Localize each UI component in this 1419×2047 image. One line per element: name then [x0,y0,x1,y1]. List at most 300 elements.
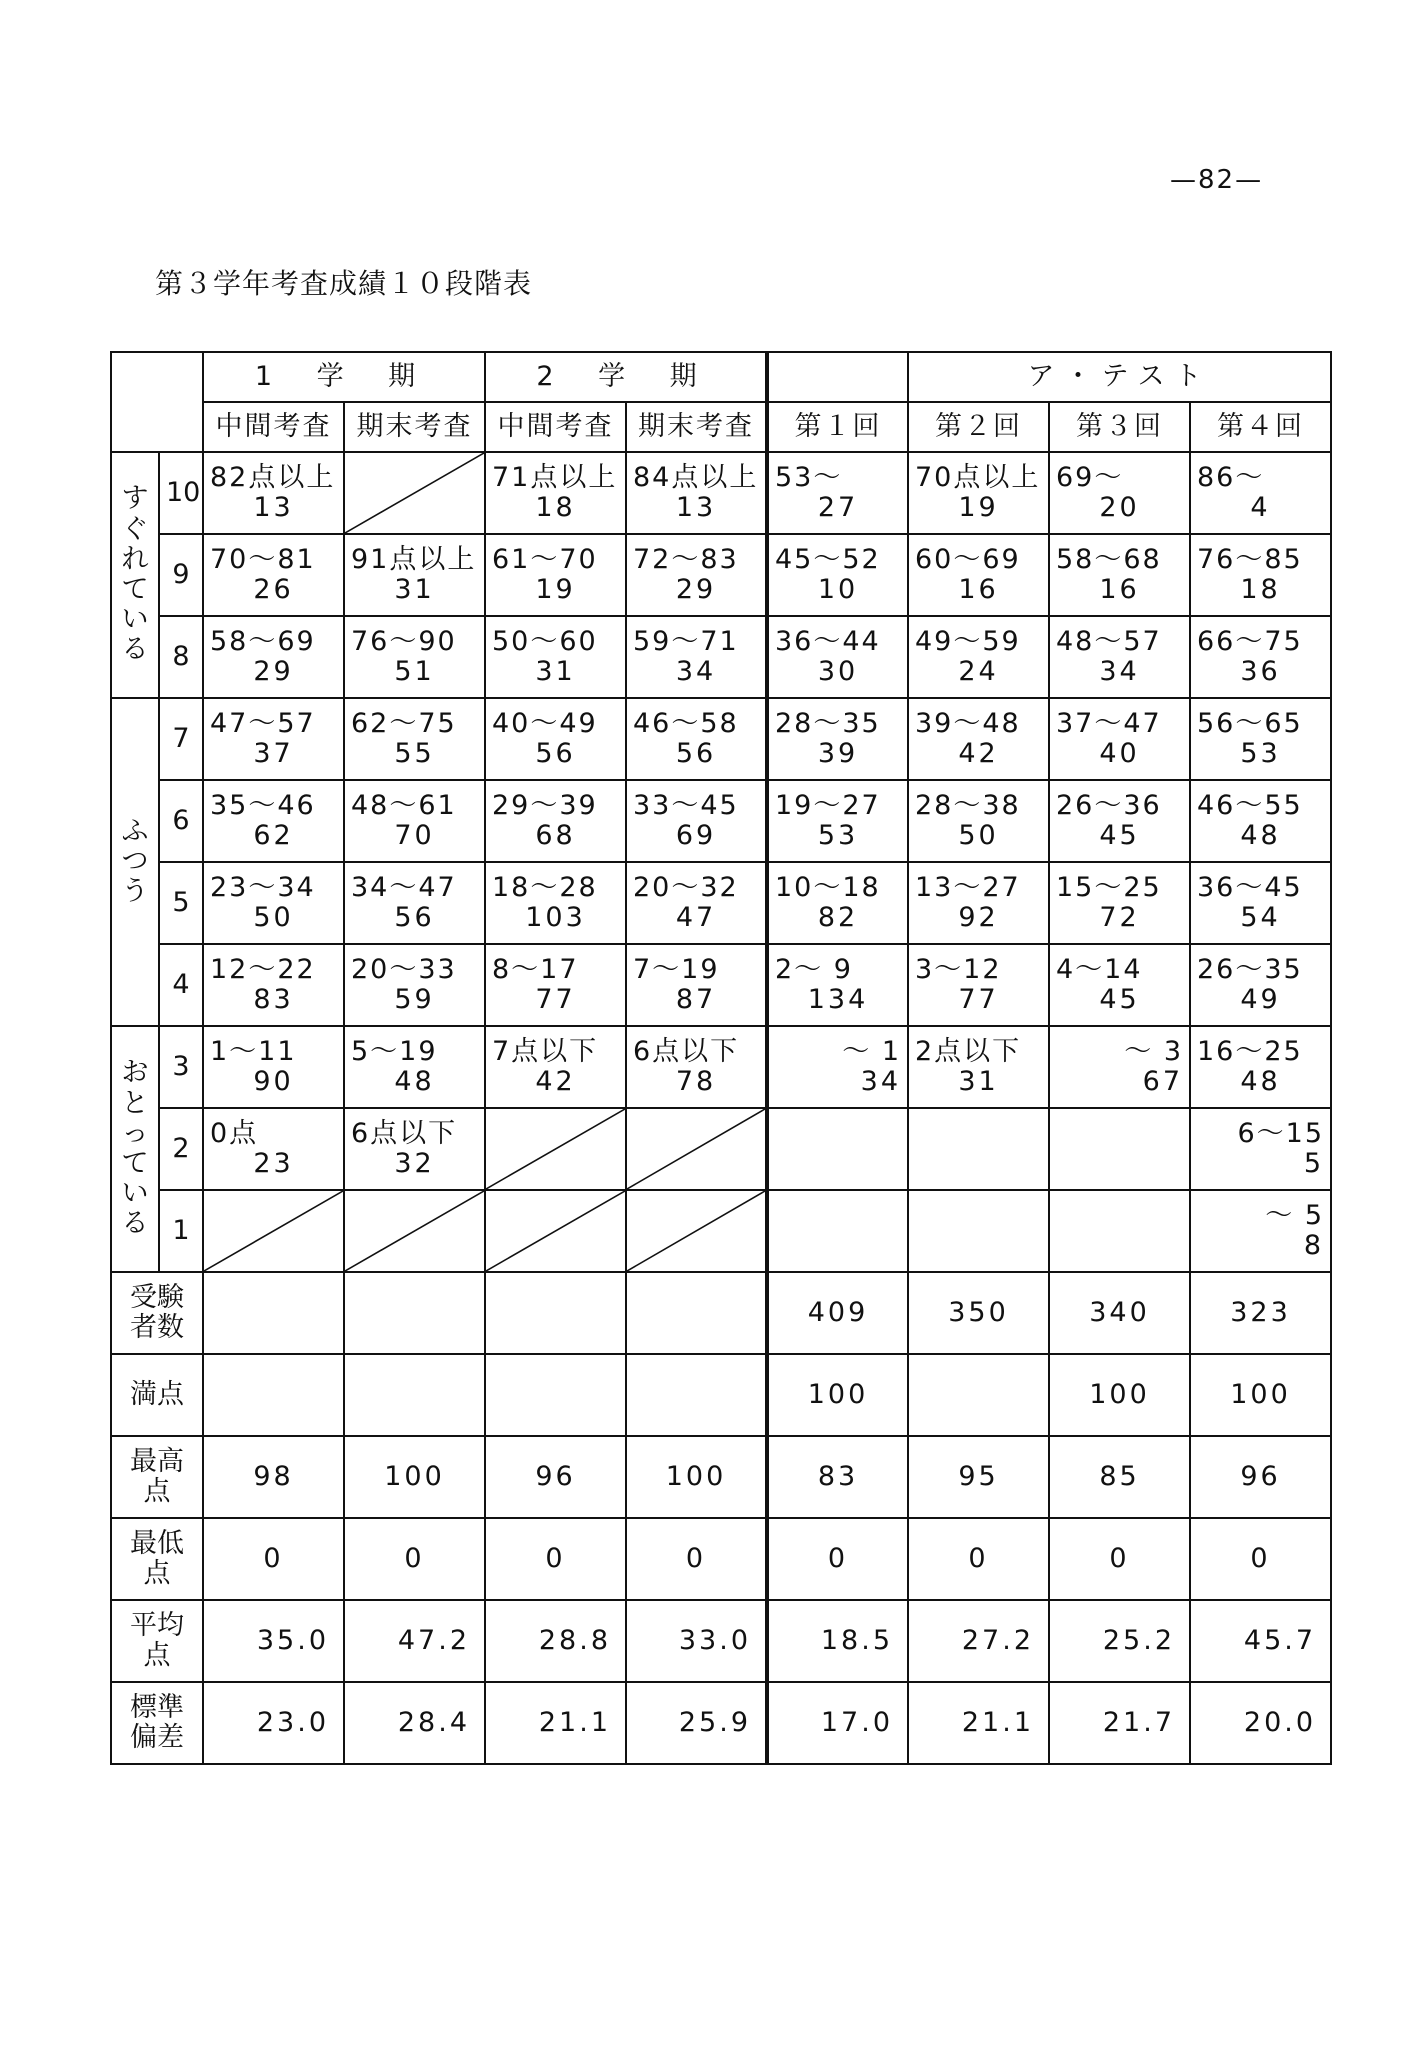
student-count: 31 [394,574,435,605]
grade-distribution-table [110,351,1325,1753]
student-count: 18 [1240,574,1281,605]
stat-value: 25.2 [1049,1600,1190,1682]
score-range-cell [1190,862,1331,944]
score-range: 40〜49 [492,707,598,739]
student-count: 27 [817,492,859,523]
score-range-cell [1190,1026,1331,1108]
score-range: 69〜 [1056,461,1124,493]
student-count: 50 [253,902,294,933]
stat-value: 100 [1190,1354,1331,1436]
stat-label-line: 最高 [130,1445,184,1477]
student-count: 31 [958,1066,999,1097]
score-range-cell [1049,534,1190,616]
empty-slashed-cell [485,1108,626,1190]
stat-label-line: 標準 [130,1691,184,1723]
score-range: 45〜52 [775,543,881,575]
stat-label-line: 者数 [130,1312,184,1343]
stat-value: 0 [626,1518,767,1600]
score-range-cell [767,862,908,944]
band-label-char: う [121,876,149,908]
score-range: 66〜75 [1197,625,1303,657]
score-range-cell [626,616,767,698]
score-range-cell [344,534,485,616]
stat-value: 100 [344,1436,485,1518]
score-range-cell [485,862,626,944]
stat-value: 85 [1049,1436,1190,1518]
document-title: 第３学年考査成績１０段階表 [155,267,533,300]
score-range-cell [626,534,767,616]
student-count: 53 [1240,738,1281,769]
student-count: 13 [675,492,717,523]
band-label-char: れ [121,543,149,575]
student-count: 53 [817,820,859,851]
score-range-cell [626,944,767,1026]
stat-value [485,1354,626,1436]
score-range: 2〜 9 [775,953,853,985]
stat-value: 409 [767,1272,908,1354]
score-range: 48〜61 [351,789,457,821]
score-range: 2点以下 [915,1035,1022,1067]
student-count: 40 [1099,738,1140,769]
score-range-cell [626,698,767,780]
stat-label-line: 満点 [130,1378,184,1410]
score-range: 71点以上 [492,461,618,493]
score-range-cell [344,1108,485,1190]
band-label [111,452,159,698]
student-count: 20 [1099,492,1140,523]
level-number: 10 [159,452,203,534]
stat-value: 45.7 [1190,1600,1331,1682]
band-label-char: て [121,1148,149,1179]
score-range: 33〜45 [633,789,739,821]
student-count: 10 [817,574,859,605]
stat-value: 27.2 [908,1600,1049,1682]
score-range: 5〜19 [351,1035,438,1067]
stat-label [111,1436,203,1518]
slash-line [204,1191,343,1271]
score-range: 6点以下 [633,1035,740,1067]
band-label-char: と [121,1087,149,1119]
score-range-cell [1049,452,1190,534]
stat-value: 83 [767,1436,908,1518]
student-count: 18 [535,492,576,523]
score-range: 6点以下 [351,1117,458,1149]
score-range: 0点 [210,1117,259,1149]
student-count: 26 [253,574,294,605]
score-range: 28〜38 [915,789,1021,821]
score-range: 〜 1 [842,1035,901,1067]
student-count: 62 [253,820,294,851]
student-count: 68 [535,820,576,851]
score-range: 26〜35 [1197,953,1303,985]
student-count: 5 [1303,1148,1325,1179]
student-count: 48 [1240,820,1281,851]
score-range: 36〜45 [1197,871,1303,903]
score-range: 46〜58 [633,707,739,739]
score-range-cell [1190,616,1331,698]
stat-label-line: 点 [143,1640,171,1671]
col-header-test-4: 第４回 [1190,402,1331,452]
stat-value: 0 [485,1518,626,1600]
level-number: 3 [159,1026,203,1108]
score-range: 20〜32 [633,871,739,903]
score-range-cell [1190,1108,1331,1190]
score-range-cell [203,1026,344,1108]
score-range-cell [767,1108,908,1190]
score-range-cell [1049,1108,1190,1190]
score-range-cell [344,616,485,698]
diagonal-slash [345,453,484,533]
score-range: 36〜44 [775,625,881,657]
corner-cell [111,352,203,452]
stat-value [344,1272,485,1354]
score-range: 10〜18 [775,871,881,903]
score-range: 72〜83 [633,543,739,575]
student-count: 23 [253,1148,294,1179]
score-range-cell [908,698,1049,780]
level-number: 7 [159,698,203,780]
band-label-char: い [121,1178,149,1210]
stat-value: 21.7 [1049,1682,1190,1764]
student-count: 45 [1099,820,1140,851]
stat-value: 28.8 [485,1600,626,1682]
score-range: 19〜27 [775,789,881,821]
band-label-char: る [121,634,149,666]
score-range-cell [767,944,908,1026]
score-range-cell [1190,698,1331,780]
stat-value [908,1354,1049,1436]
stat-value: 47.2 [344,1600,485,1682]
stat-label-line: 最低 [130,1527,184,1559]
score-range-cell [344,698,485,780]
score-range-cell [203,862,344,944]
band-label-char: っ [121,1117,149,1149]
stat-value [203,1272,344,1354]
score-range-cell [203,1108,344,1190]
term1-header: 1 学 期 [203,352,485,402]
stat-value: 28.4 [344,1682,485,1764]
score-range-cell [767,780,908,862]
score-range-cell [767,1026,908,1108]
atest-header-blank [767,352,908,402]
student-count: 16 [958,574,999,605]
page-number: —82— [1170,165,1264,195]
col-header-midterm-2: 中間考査 [485,402,626,452]
band-label-char: ふ [121,815,149,847]
score-range: 35〜46 [210,789,316,821]
score-range: 46〜55 [1197,789,1303,821]
student-count: 70 [394,820,435,851]
score-range: 7〜19 [633,953,720,985]
stat-value: 21.1 [908,1682,1049,1764]
score-range-cell [626,1026,767,1108]
student-count: 34 [1099,656,1140,687]
score-range-cell [1049,862,1190,944]
band-label [111,1026,159,1272]
student-count: 34 [675,656,717,687]
student-count: 34 [860,1066,901,1097]
diagonal-slash [345,1191,484,1271]
empty-slashed-cell [626,1190,767,1272]
student-count: 103 [525,902,586,933]
score-range-cell [485,452,626,534]
stat-label-line: 点 [143,1476,171,1507]
slash-line [627,1191,765,1271]
stat-value: 95 [908,1436,1049,1518]
score-range-cell [908,780,1049,862]
term2-header: 2 学 期 [485,352,767,402]
stat-value [203,1354,344,1436]
stat-value: 340 [1049,1272,1190,1354]
score-range-cell [485,534,626,616]
stat-value: 0 [1049,1518,1190,1600]
score-range-cell [626,862,767,944]
band-label-char: て [121,574,149,605]
score-range-cell [1049,698,1190,780]
score-range-cell [1190,1190,1331,1272]
score-range: 58〜68 [1056,543,1162,575]
score-range: 86〜 [1197,461,1265,493]
student-count: 31 [535,656,576,687]
atest-header: ア・テスト [908,352,1331,402]
student-count: 32 [394,1148,435,1179]
score-range: 56〜65 [1197,707,1303,739]
score-range: 20〜33 [351,953,457,985]
stat-label [111,1682,203,1764]
stat-value: 17.0 [767,1682,908,1764]
stat-label [111,1600,203,1682]
stat-value: 98 [203,1436,344,1518]
empty-slashed-cell [485,1190,626,1272]
score-range: 4〜14 [1056,953,1143,985]
score-range-cell [908,534,1049,616]
score-range-cell [908,1108,1049,1190]
student-count: 87 [675,984,717,1015]
score-range: 50〜60 [492,625,598,657]
stat-label-line: 偏差 [130,1722,184,1753]
score-range-cell [1049,1026,1190,1108]
stat-value [626,1272,767,1354]
score-range-cell [908,1190,1049,1272]
diagonal-slash [486,1191,625,1271]
level-number: 1 [159,1190,203,1272]
stat-value: 100 [626,1436,767,1518]
student-count: 72 [1099,902,1140,933]
score-range: 48〜57 [1056,625,1162,657]
student-count: 19 [535,574,576,605]
student-count: 50 [958,820,999,851]
score-range-cell [1049,1190,1190,1272]
student-count: 77 [958,984,999,1015]
stat-value: 0 [767,1518,908,1600]
col-header-test-2: 第２回 [908,402,1049,452]
level-number: 9 [159,534,203,616]
score-range: 1〜11 [210,1035,297,1067]
score-range-cell [626,780,767,862]
student-count: 56 [394,902,435,933]
student-count: 55 [394,738,435,769]
score-range: 91点以上 [351,543,477,575]
stat-value: 350 [908,1272,1049,1354]
score-range-cell [908,1026,1049,1108]
stat-value: 33.0 [626,1600,767,1682]
stat-value: 23.0 [203,1682,344,1764]
score-range: 49〜59 [915,625,1021,657]
stat-value [344,1354,485,1436]
student-count: 37 [253,738,294,769]
score-range: 23〜34 [210,871,316,903]
score-range-cell [1190,780,1331,862]
score-range: 6〜15 [1237,1117,1325,1149]
score-range-cell [203,452,344,534]
empty-slashed-cell [344,1190,485,1272]
student-count: 56 [535,738,576,769]
score-range: 39〜48 [915,707,1021,739]
band-label-char: ぐ [121,513,149,545]
slash-line [345,453,484,533]
student-count: 45 [1099,984,1140,1015]
band-label-char: る [121,1208,149,1240]
student-count: 49 [1240,984,1281,1015]
score-range-cell [908,452,1049,534]
score-range-cell [1190,944,1331,1026]
score-range: 76〜90 [351,625,457,657]
student-count: 39 [817,738,859,769]
diagonal-slash [627,1109,765,1189]
student-count: 67 [1142,1066,1183,1097]
stat-value: 96 [1190,1436,1331,1518]
stat-value: 0 [203,1518,344,1600]
score-range: 15〜25 [1056,871,1162,903]
score-range-cell [344,944,485,1026]
student-count: 47 [675,902,717,933]
score-range-cell [908,944,1049,1026]
score-range: 70点以上 [915,461,1041,493]
empty-slashed-cell [626,1108,767,1190]
score-range-cell [203,944,344,1026]
stat-value: 100 [1049,1354,1190,1436]
col-header-final-2: 期末考査 [626,402,767,452]
stat-value: 35.0 [203,1600,344,1682]
stat-value: 96 [485,1436,626,1518]
stat-label-line: 平均 [130,1609,184,1641]
score-range: 12〜22 [210,953,316,985]
score-range-cell [626,452,767,534]
empty-slashed-cell [203,1190,344,1272]
stat-value: 0 [344,1518,485,1600]
score-range: 3〜12 [915,953,1002,985]
student-count: 92 [958,902,999,933]
student-count: 4 [1250,492,1271,523]
score-range-cell [485,698,626,780]
score-range-cell [203,616,344,698]
score-range: 84点以上 [633,461,759,493]
score-range: 61〜70 [492,543,598,575]
score-range: 82点以上 [210,461,336,493]
score-range: 34〜47 [351,871,457,903]
stat-label-line: 点 [143,1558,171,1589]
score-range-cell [203,780,344,862]
slash-line [486,1109,625,1189]
score-range: 28〜35 [775,707,881,739]
score-range-cell [485,1026,626,1108]
band-label [111,698,159,1026]
stat-value: 0 [1190,1518,1331,1600]
student-count: 48 [394,1066,435,1097]
score-range: 18〜28 [492,871,598,903]
diagonal-slash [627,1191,765,1271]
stat-value [485,1272,626,1354]
level-number: 5 [159,862,203,944]
student-count: 90 [253,1066,294,1097]
score-range-cell [908,616,1049,698]
student-count: 13 [253,492,294,523]
score-range-cell [767,452,908,534]
score-range-cell [485,780,626,862]
score-range-cell [485,944,626,1026]
student-count: 77 [535,984,576,1015]
score-range: 〜 5 [1265,1199,1325,1231]
stat-value: 0 [908,1518,1049,1600]
col-header-test-3: 第３回 [1049,402,1190,452]
stat-value [626,1354,767,1436]
student-count: 30 [817,656,859,687]
slash-line [345,1191,484,1271]
slash-line [486,1191,625,1271]
score-range-cell [1190,452,1331,534]
score-range: 70〜81 [210,543,316,575]
score-range: 37〜47 [1056,707,1162,739]
score-range: 58〜69 [210,625,316,657]
level-number: 4 [159,944,203,1026]
score-range-cell [344,780,485,862]
stat-value: 100 [767,1354,908,1436]
score-range: 47〜57 [210,707,316,739]
student-count: 29 [253,656,294,687]
score-range: 59〜71 [633,625,739,657]
score-range: 8〜17 [492,953,579,985]
student-count: 82 [817,902,859,933]
student-count: 59 [394,984,435,1015]
score-range-cell [1190,534,1331,616]
score-range-cell [203,534,344,616]
score-range: 7点以下 [492,1035,599,1067]
stat-label-line: 受験 [130,1281,184,1313]
col-header-final-1: 期末考査 [344,402,485,452]
student-count: 42 [535,1066,576,1097]
score-range: 60〜69 [915,543,1021,575]
student-count: 16 [1099,574,1140,605]
band-label-char: つ [121,845,149,877]
score-range: 〜 3 [1124,1035,1183,1067]
student-count: 36 [1240,656,1281,687]
col-header-midterm-1: 中間考査 [203,402,344,452]
student-count: 8 [1303,1230,1325,1261]
student-count: 51 [394,656,435,687]
stat-value: 20.0 [1190,1682,1331,1764]
stat-label [111,1518,203,1600]
stat-value: 323 [1190,1272,1331,1354]
student-count: 83 [253,984,294,1015]
diagonal-slash [486,1109,625,1189]
diagonal-slash [204,1191,343,1271]
level-number: 6 [159,780,203,862]
score-range-cell [767,534,908,616]
score-range: 29〜39 [492,789,598,821]
student-count: 42 [958,738,999,769]
score-range: 76〜85 [1197,543,1303,575]
student-count: 24 [958,656,999,687]
